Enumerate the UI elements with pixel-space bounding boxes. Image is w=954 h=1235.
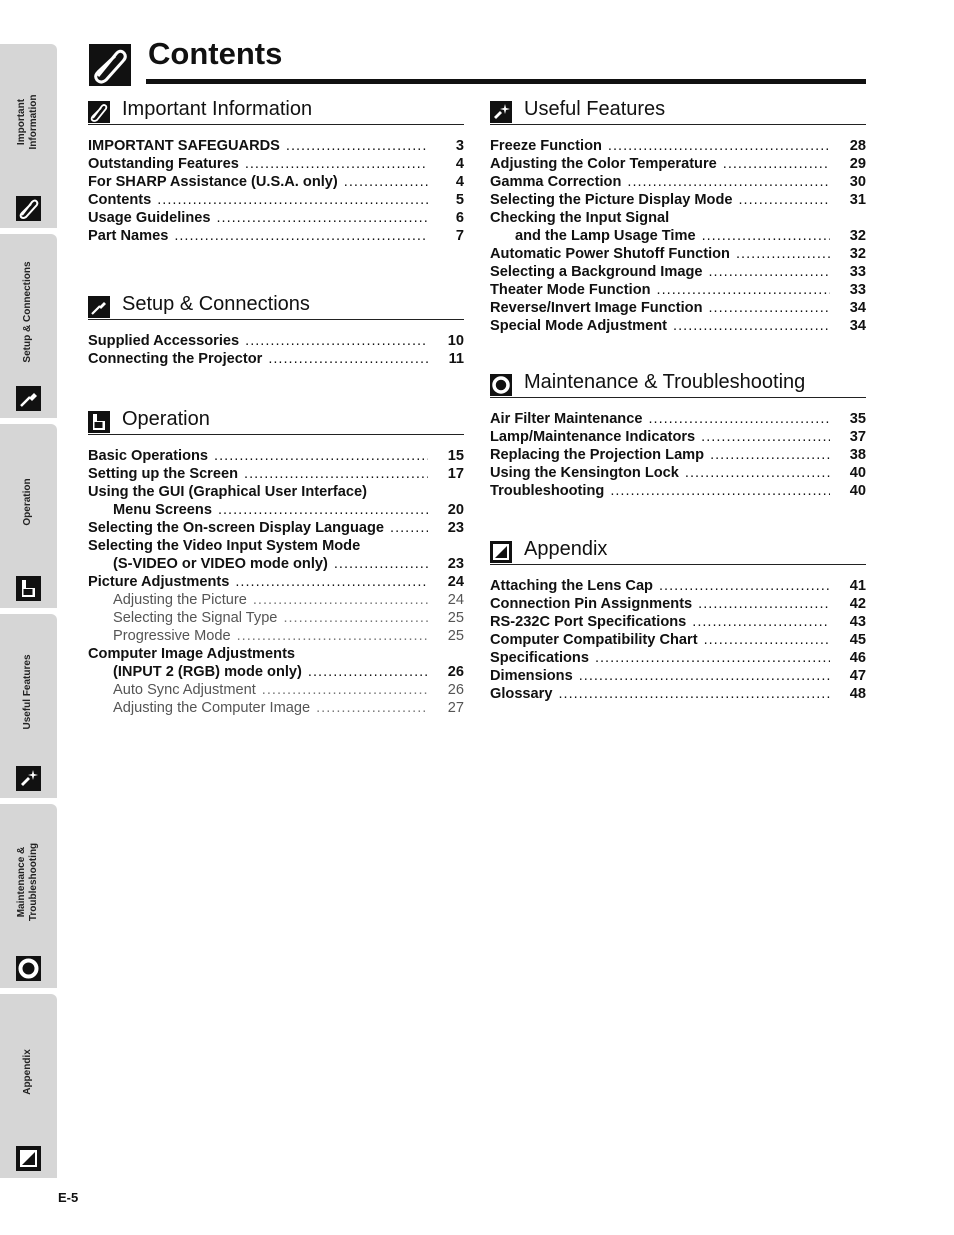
dot-leader [657, 281, 830, 299]
entry-page: 33 [849, 264, 866, 280]
entry-page: 23 [447, 520, 464, 536]
tab-appendix[interactable] [0, 994, 57, 1178]
dot-leader [698, 595, 830, 613]
toc-subentry[interactable] [88, 699, 464, 717]
page-number: E-5 [58, 1190, 79, 1205]
entry-page: 6 [455, 210, 464, 226]
tab-label: Maintenance & Troubleshooting [16, 842, 39, 922]
entry-title: Part Names [88, 228, 169, 244]
entry-title: Basic Operations [88, 448, 209, 464]
dot-leader [245, 155, 428, 173]
entry-page: 15 [447, 448, 464, 464]
toc-list [88, 435, 464, 717]
tab-label: Operation [22, 478, 33, 526]
toc-entry[interactable] [88, 501, 464, 519]
dot-leader [610, 482, 830, 500]
toc-entry[interactable] [490, 410, 866, 428]
toc-entry[interactable] [88, 663, 464, 681]
entry-title: Glossary [490, 686, 553, 702]
entry-title: Adjusting the Color Temperature [490, 156, 717, 172]
toc-list [490, 125, 866, 335]
entry-title: Supplied Accessories [88, 333, 240, 349]
dot-leader [709, 299, 831, 317]
dot-leader [627, 173, 830, 191]
hand-pointer-icon [88, 411, 110, 433]
tab-label: Useful Features [22, 654, 33, 730]
entry-page: 45 [849, 632, 866, 648]
entry-page: 43 [849, 614, 866, 630]
dot-leader [738, 191, 830, 209]
toc-list [490, 565, 866, 703]
section-title: Important Information [122, 98, 313, 120]
entry-page: 34 [849, 300, 866, 316]
toc-entry[interactable] [490, 667, 866, 685]
lifebuoy-icon [16, 956, 41, 981]
toc-entry[interactable] [490, 299, 866, 317]
dot-leader [708, 263, 830, 281]
entry-page: 32 [849, 246, 866, 262]
toc-group-heading[interactable] [88, 483, 464, 501]
screwdriver-icon [16, 386, 41, 411]
entry-page: 5 [455, 192, 464, 208]
dot-leader [235, 573, 428, 591]
toc-entry[interactable] [88, 209, 464, 227]
tab-label: Important Information [16, 94, 39, 150]
tab-setup-connections[interactable] [0, 234, 57, 418]
dot-leader [558, 685, 830, 703]
section-header [490, 369, 866, 398]
dot-leader [579, 667, 830, 685]
dot-leader [723, 155, 830, 173]
toc-entry[interactable] [490, 263, 866, 281]
entry-title: Connecting the Projector [88, 351, 263, 367]
sparkle-icon [16, 766, 41, 791]
toc-entry[interactable] [88, 465, 464, 483]
entry-page: 33 [849, 282, 866, 298]
entry-page: 28 [849, 138, 866, 154]
entry-title: Using the GUI (Graphical User Interface) [88, 484, 367, 500]
entry-page: 46 [849, 650, 866, 666]
toc-entry[interactable] [88, 555, 464, 573]
entry-page: 48 [849, 686, 866, 702]
screwdriver-icon [88, 296, 110, 318]
toc-entry[interactable] [490, 137, 866, 155]
entry-page: 10 [447, 333, 464, 349]
dot-leader [262, 681, 428, 699]
toc-group-heading[interactable] [88, 645, 464, 663]
entry-title: Reverse/Invert Image Function [490, 300, 703, 316]
entry-page: 30 [849, 174, 866, 190]
section-title: Setup & Connections [122, 293, 310, 315]
entry-title: (INPUT 2 (RGB) mode only) [113, 664, 302, 680]
tab-maintenance-troubleshooting[interactable] [0, 804, 57, 988]
entry-title: Troubleshooting [490, 483, 605, 499]
section-title: Useful Features [524, 98, 666, 120]
dot-leader [268, 350, 428, 368]
entry-title: Computer Compatibility Chart [490, 632, 698, 648]
dot-leader [237, 627, 428, 645]
toc-subentry[interactable] [88, 681, 464, 699]
corner-arrow-icon [490, 541, 512, 563]
toc-entry[interactable] [490, 245, 866, 263]
entry-page: 40 [849, 483, 866, 499]
section-appendix [490, 536, 866, 703]
section-header [88, 96, 464, 125]
toc-entry[interactable] [490, 155, 866, 173]
right-column [490, 96, 866, 703]
section-title: Appendix [524, 538, 608, 560]
entry-title: Replacing the Projection Lamp [490, 447, 705, 463]
entry-title: Gamma Correction [490, 174, 622, 190]
dot-leader [334, 555, 428, 573]
entry-page: 25 [447, 628, 464, 644]
toc-group-heading[interactable] [490, 209, 866, 227]
toc-list [88, 320, 464, 368]
entry-page: 27 [447, 700, 464, 716]
entry-title: Selecting the Signal Type [113, 610, 278, 626]
toc-list [490, 398, 866, 500]
entry-title: (S-VIDEO or VIDEO mode only) [113, 556, 328, 572]
entry-page: 24 [447, 592, 464, 608]
entry-title: Contents [88, 192, 152, 208]
section-setup-connections [88, 291, 464, 368]
lifebuoy-icon [490, 374, 512, 396]
toc-entry[interactable] [88, 227, 464, 245]
dot-leader [692, 613, 830, 631]
entry-title: Adjusting the Picture [113, 592, 247, 608]
toc-subentry[interactable] [88, 609, 464, 627]
tab-label: Appendix [22, 1049, 33, 1095]
toc-entry[interactable] [88, 173, 464, 191]
entry-title: Computer Image Adjustments [88, 646, 296, 662]
dot-leader [685, 464, 830, 482]
entry-page: 7 [455, 228, 464, 244]
entry-title: Selecting the Picture Display Mode [490, 192, 733, 208]
section-header [490, 536, 866, 565]
entry-title: Connection Pin Assignments [490, 596, 693, 612]
toc-entry[interactable] [490, 577, 866, 595]
entry-title: Freeze Function [490, 138, 602, 154]
dot-leader [316, 699, 428, 717]
dot-leader [673, 317, 830, 335]
dot-leader [648, 410, 830, 428]
toc-entry[interactable] [88, 519, 464, 537]
entry-title: Lamp/Maintenance Indicators [490, 429, 696, 445]
section-maintenance-troubleshooting [490, 369, 866, 500]
entry-title: Adjusting the Computer Image [113, 700, 311, 716]
page-title: Contents [148, 36, 283, 71]
dot-leader [214, 447, 428, 465]
toc-group-heading[interactable] [88, 537, 464, 555]
toc-entry[interactable] [88, 191, 464, 209]
entry-page: 24 [447, 574, 464, 590]
toc-entry[interactable] [88, 332, 464, 350]
entry-title: Selecting the On-screen Display Language [88, 520, 385, 536]
dot-leader [595, 649, 830, 667]
toc-entry[interactable] [88, 447, 464, 465]
entry-title: Usage Guidelines [88, 210, 211, 226]
section-useful-features [490, 96, 866, 335]
section-title: Operation [122, 408, 210, 430]
dot-leader [245, 332, 428, 350]
entry-page: 4 [455, 174, 464, 190]
entry-page: 26 [447, 682, 464, 698]
entry-page: 31 [849, 192, 866, 208]
toc-entry[interactable] [490, 173, 866, 191]
section-header [88, 406, 464, 435]
entry-title: Outstanding Features [88, 156, 239, 172]
toc-entry[interactable] [490, 631, 866, 649]
toc-subentry[interactable] [88, 591, 464, 609]
dot-leader [701, 428, 830, 446]
entry-title: RS-232C Port Specifications [490, 614, 687, 630]
entry-page: 47 [849, 668, 866, 684]
dot-leader [344, 173, 428, 191]
paperclip-icon [89, 44, 131, 86]
toc-entry[interactable] [490, 227, 866, 245]
toc-entry[interactable] [490, 649, 866, 667]
entry-page: 23 [447, 556, 464, 572]
toc-entry[interactable] [88, 137, 464, 155]
paperclip-icon [16, 196, 41, 221]
entry-title: Using the Kensington Lock [490, 465, 679, 481]
toc-entry[interactable] [490, 613, 866, 631]
entry-title: Dimensions [490, 668, 573, 684]
entry-title: Setting up the Screen [88, 466, 239, 482]
dot-leader [390, 519, 428, 537]
toc-entry[interactable] [490, 446, 866, 464]
toc-entry[interactable] [490, 595, 866, 613]
toc-entry[interactable] [490, 685, 866, 703]
toc-entry[interactable] [490, 281, 866, 299]
dot-leader [174, 227, 428, 245]
entry-title: Attaching the Lens Cap [490, 578, 653, 594]
dot-leader [659, 577, 830, 595]
entry-page: 35 [849, 411, 866, 427]
toc-entry[interactable] [490, 191, 866, 209]
entry-title: Checking the Input Signal [490, 210, 670, 226]
title-rule [146, 79, 866, 84]
entry-page: 38 [849, 447, 866, 463]
entry-title: For SHARP Assistance (U.S.A. only) [88, 174, 338, 190]
entry-title: Auto Sync Adjustment [113, 682, 256, 698]
toc-entry[interactable] [490, 464, 866, 482]
dot-leader [736, 245, 830, 263]
toc-entry[interactable] [490, 482, 866, 500]
entry-title: Picture Adjustments [88, 574, 230, 590]
tab-important-information[interactable] [0, 44, 57, 228]
entry-page: 37 [849, 429, 866, 445]
dot-leader [253, 591, 428, 609]
dot-leader [702, 227, 830, 245]
entry-title: Specifications [490, 650, 589, 666]
toc-entry[interactable] [88, 350, 464, 368]
entry-title: Menu Screens [113, 502, 212, 518]
tab-label: Setup & Connections [22, 261, 33, 363]
entry-title: Air Filter Maintenance [490, 411, 643, 427]
sparkle-icon [490, 101, 512, 123]
entry-page: 32 [849, 228, 866, 244]
entry-page: 34 [849, 318, 866, 334]
toc-entry[interactable] [490, 428, 866, 446]
entry-title: Selecting a Background Image [490, 264, 703, 280]
section-operation [88, 406, 464, 717]
section-important-information [88, 96, 464, 245]
toc-subentry[interactable] [88, 627, 464, 645]
entry-title: Progressive Mode [113, 628, 231, 644]
dot-leader [157, 191, 428, 209]
dot-leader [218, 501, 428, 519]
dot-leader [286, 137, 428, 155]
entry-title: and the Lamp Usage Time [515, 228, 696, 244]
dot-leader [308, 663, 428, 681]
hand-pointer-icon [16, 576, 41, 601]
dot-leader [244, 465, 428, 483]
entry-page: 20 [447, 502, 464, 518]
entry-page: 17 [447, 466, 464, 482]
toc-entry[interactable] [490, 317, 866, 335]
section-tab-strip [0, 44, 57, 1180]
tab-useful-features[interactable] [0, 614, 57, 798]
entry-page: 41 [849, 578, 866, 594]
entry-title: Special Mode Adjustment [490, 318, 668, 334]
dot-leader [608, 137, 830, 155]
dot-leader [704, 631, 830, 649]
section-header [490, 96, 866, 125]
entry-page: 3 [455, 138, 464, 154]
entry-page: 25 [447, 610, 464, 626]
left-column [88, 96, 464, 717]
tab-operation[interactable] [0, 424, 57, 608]
dot-leader [216, 209, 428, 227]
corner-arrow-icon [16, 1146, 41, 1171]
entry-page: 4 [455, 156, 464, 172]
entry-page: 40 [849, 465, 866, 481]
toc-entry[interactable] [88, 573, 464, 591]
entry-page: 26 [447, 664, 464, 680]
entry-page: 29 [849, 156, 866, 172]
dot-leader [283, 609, 428, 627]
toc-list [88, 125, 464, 245]
entry-title: Theater Mode Function [490, 282, 651, 298]
section-title: Maintenance & Troubleshooting [524, 371, 806, 393]
paperclip-icon [88, 101, 110, 123]
toc-entry[interactable] [88, 155, 464, 173]
dot-leader [710, 446, 830, 464]
entry-title: Automatic Power Shutoff Function [490, 246, 730, 262]
entry-title: IMPORTANT SAFEGUARDS [88, 138, 280, 154]
section-header [88, 291, 464, 320]
entry-page: 42 [849, 596, 866, 612]
entry-title: Selecting the Video Input System Mode [88, 538, 361, 554]
entry-page: 11 [448, 351, 464, 367]
